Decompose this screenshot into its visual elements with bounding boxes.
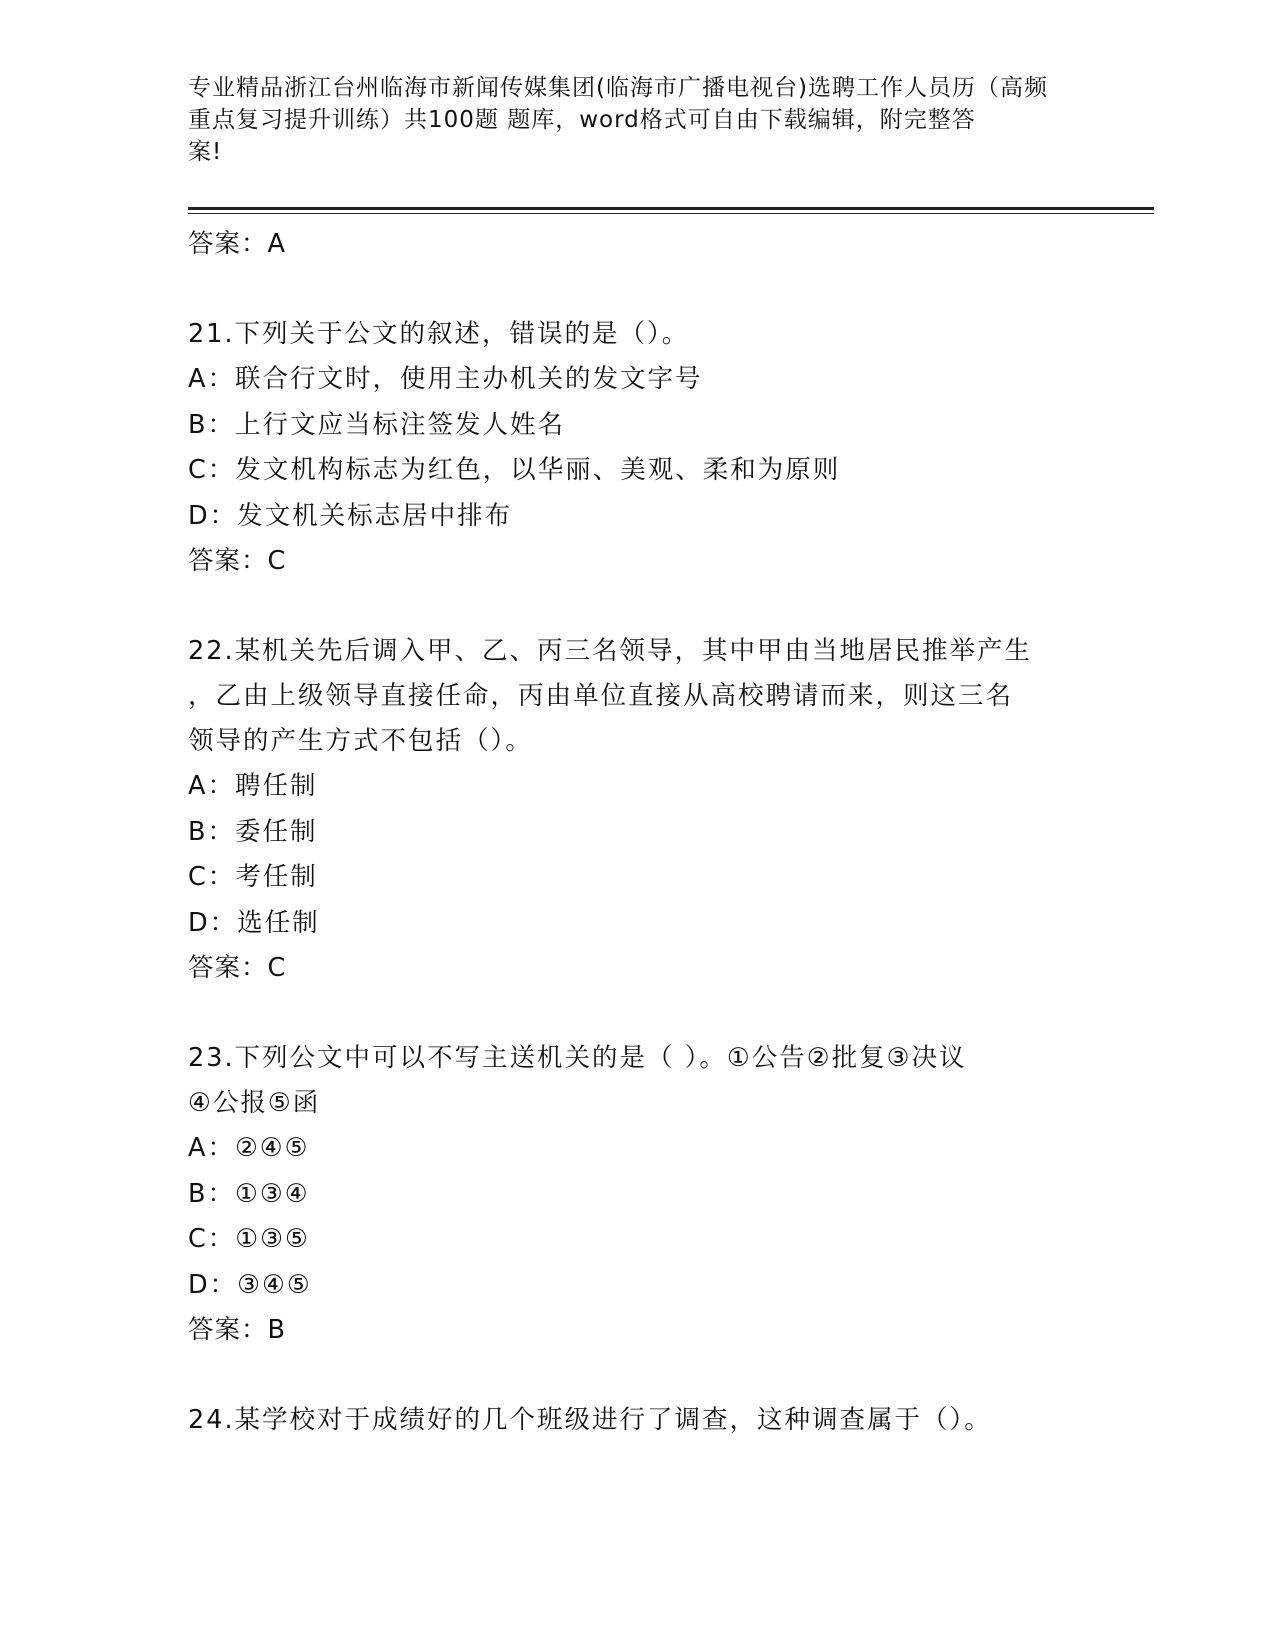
header-line: 重点复习提升训练）共100题 题库，word格式可自由下载编辑，附完整答	[188, 107, 976, 133]
stem-line: 22.某机关先后调入甲、乙、丙三名领导，其中甲由当地居民推举产生	[188, 636, 1033, 666]
header-divider-thick	[188, 207, 1154, 210]
previous-answer: 答案：A	[188, 229, 286, 259]
header-line: 专业精品浙江台州临海市新闻传媒集团(临海市广播电视台)选聘工作人员历（高频	[188, 75, 1048, 101]
answer: 答案：C	[188, 953, 287, 983]
header-line: 案!	[188, 139, 223, 165]
stem-line: ④公报⑤函	[188, 1088, 321, 1118]
stem-line: 24.某学校对于成绩好的几个班级进行了调查，这种调查属于（）。	[188, 1405, 992, 1435]
option-d: D：③④⑤	[188, 1269, 312, 1300]
stem-line: ，乙由上级领导直接任命，丙由单位直接从高校聘请而来，则这三名	[188, 681, 1014, 711]
option-b: B：上行文应当标注签发人姓名	[188, 409, 565, 440]
question-list	[188, 222, 1088, 1443]
question-23	[188, 1036, 1088, 1353]
question-24	[188, 1398, 1088, 1443]
option-a: A：联合行文时，使用主办机关的发文字号	[188, 364, 703, 394]
option-c: C：考任制	[188, 862, 318, 892]
option-c: C：发文机构标志为红色，以华丽、美观、柔和为原则	[188, 455, 841, 485]
document-header	[188, 72, 1088, 168]
question-stem	[188, 629, 1088, 764]
option-b: B：委任制	[188, 816, 318, 847]
stem-line: 21.下列关于公文的叙述，错误的是（）。	[188, 319, 690, 349]
question-stem	[188, 1398, 1088, 1443]
header-divider-thin	[188, 213, 1154, 214]
option-c: C：①③⑤	[188, 1224, 310, 1254]
option-d: D：选任制	[188, 907, 320, 938]
question-stem	[188, 312, 1088, 357]
answer: 答案：B	[188, 1315, 286, 1345]
option-d: D：发文机关标志居中排布	[188, 500, 513, 531]
stem-line: 23.下列公文中可以不写主送机关的是（ ）。①公告②批复③决议	[188, 1043, 967, 1073]
question-21	[188, 312, 1088, 584]
option-a: A：②④⑤	[188, 1133, 310, 1163]
question-22	[188, 629, 1088, 991]
answer: 答案：C	[188, 546, 287, 576]
question-stem	[188, 1036, 1088, 1126]
option-a: A：聘任制	[188, 771, 318, 801]
option-b: B：①③④	[188, 1178, 310, 1209]
stem-line: 领导的产生方式不包括（）。	[188, 726, 533, 756]
